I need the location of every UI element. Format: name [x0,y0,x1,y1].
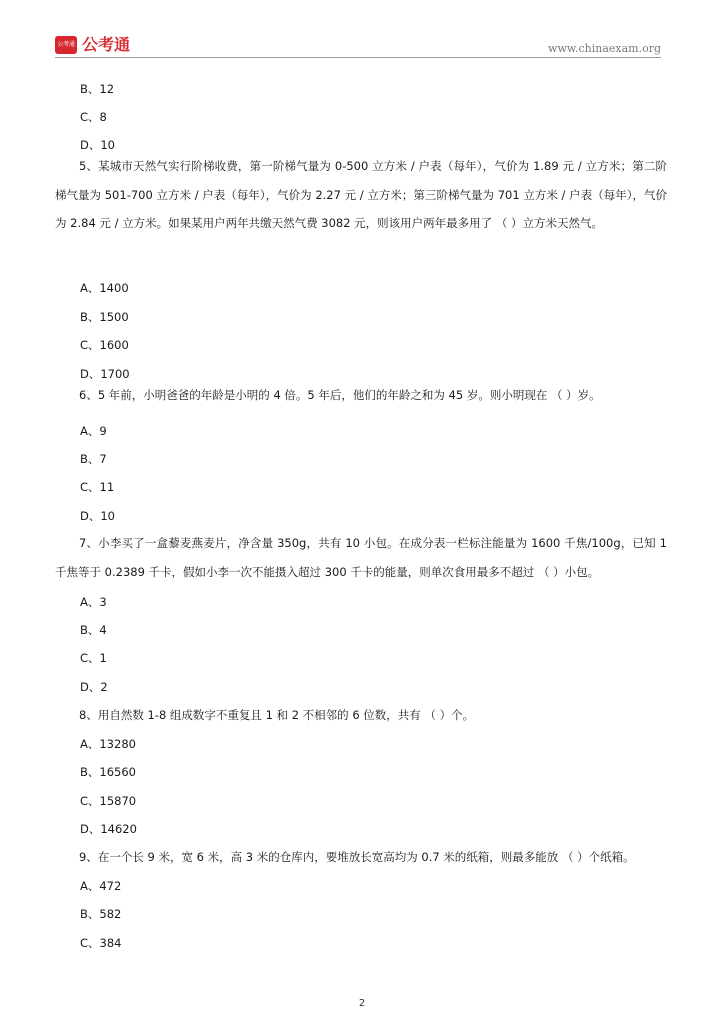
question-7: 7、小李买了一盒藜麦燕麦片，净含量 350g，共有 10 小包。在成分表一栏标注能量为 1600 千焦/100g，已知 1 千焦等于 0.2389 千卡，假如小李一次不能摄入超过 300 千卡的能量，则单次食用最多不超过 （ ）小包。 [55,536,667,579]
question-5: 5、某城市天然气实行阶梯收费，第一阶梯气量为 0-500 立方米 / 户表（每年），气价为 1.89 元 / 立方米；第二阶梯气量为 501-700 立方米 / 户表（每年），气价为 2.27 元 / 立方米；第三阶梯气量为 701 立方米 / 户表（每年），气价为 2.84 元 / 立方米。如果某用户两年共缴天然气费 3082 元，则该用户两年最多用了 （ ）立方米天然气。 [55,159,667,230]
option-b: B、16560 [80,765,136,779]
option-d: D、10 [80,509,115,523]
option-c: C、384 [80,936,122,950]
option-d: D、10 [80,138,115,152]
question-6: 6、5 年前，小明爸爸的年龄是小明的 4 倍。5 年后，他们的年龄之和为 45 岁。则小明现在 （ ）岁。 [79,388,601,402]
option-a: A、3 [80,595,107,609]
option-c: C、1600 [80,338,129,352]
option-d: D、2 [80,680,108,694]
option-a: A、1400 [80,281,129,295]
header-divider [55,57,661,58]
page-header [55,34,661,58]
page-number: 2 [358,998,366,1009]
option-c: C、8 [80,110,107,124]
option-b: B、582 [80,907,122,921]
option-c: C、1 [80,651,107,665]
option-a: A、13280 [80,737,136,751]
option-b: B、7 [80,452,107,466]
question-9: 9、在一个长 9 米，宽 6 米，高 3 米的仓库内，要堆放长宽高均为 0.7 米的纸箱，则最多能放 （ ）个纸箱。 [79,850,635,864]
question-8: 8、用自然数 1-8 组成数字不重复且 1 和 2 不相邻的 6 位数，共有 （ ）个。 [79,708,475,722]
option-b: B、1500 [80,310,129,324]
option-b: B、12 [80,82,115,96]
option-d: D、14620 [80,822,137,836]
site-url: www.chinaexam.org [548,42,661,55]
brand-logo [55,36,130,54]
option-c: C、11 [80,480,115,494]
logo-badge: 公考通 [55,36,77,54]
option-c: C、15870 [80,794,137,808]
option-a: A、472 [80,879,122,893]
option-a: A、9 [80,424,107,438]
logo-text: 公考通 [82,35,131,54]
option-d: D、1700 [80,367,130,381]
option-b: B、4 [80,623,107,637]
